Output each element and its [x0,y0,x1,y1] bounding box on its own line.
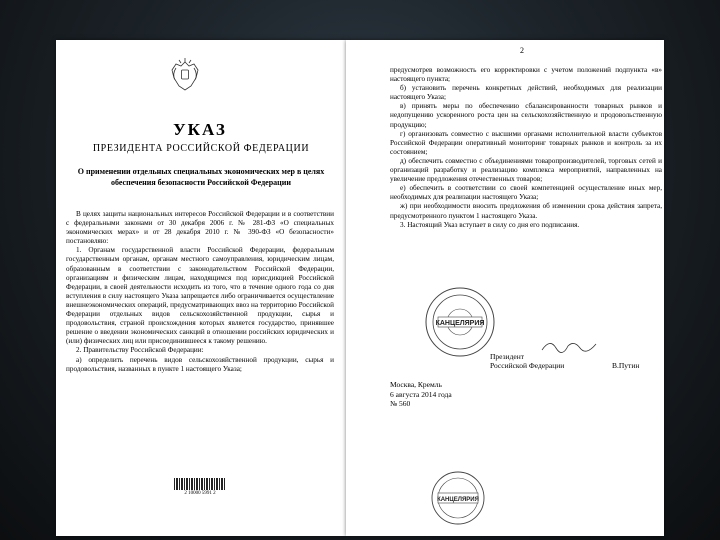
document-subtitle: ПРЕЗИДЕНТА РОССИЙСКОЙ ФЕДЕРАЦИИ [92,143,310,154]
signing-place: Москва, Кремль [390,380,442,389]
page1-paragraph: а) определить перечень видов сельскохозяйственной продукции, сырья и продовольствия, названных в пункте 1 настоящего Указа; [66,355,334,373]
stamp-label: КАНЦЕЛЯРИЯ [435,320,485,327]
decree-heading: О применении отдельных специальных экономических мер в целях обеспечения безопасности Российской Федерации [77,167,325,187]
office-stamp-icon [424,286,496,358]
page2-paragraph: в) принять меры по обеспечению сбалансированности товарных рынков и недопущению ускоренного роста цен на сельскохозяйственную и продовольственную продукцию; [390,102,662,129]
page1-body [66,210,334,466]
office-stamp-small-icon [430,470,486,526]
page2-paragraph: ж) при необходимости вносить предложения об изменении срока действия запрета, предусмотренного пунктом 1 настоящего Указа. [390,202,662,220]
document-title: УКАЗ [173,120,227,139]
barcode-icon [174,478,226,490]
page1-paragraph: 2. Правительству Российской Федерации: [76,346,204,355]
signature-title-line1: Президент [490,352,524,361]
signing-date: 6 августа 2014 года [390,389,452,399]
coat-of-arms-emblem-icon [166,56,204,94]
signature-title-line2: Российской Федерации [490,361,565,370]
signature-name: В.Путин [612,361,640,370]
page-number: 2 [520,46,524,55]
stamp-small-label: КАНЦЕЛЯРИЯ [437,497,479,503]
decree-number: № 560 [390,399,411,408]
page2-paragraph: г) организовать совместно с высшими органами исполнительной власти субъектов Российской Федерации оперативный мониторинг товарных рынков и контроль за их состоянием; [390,129,662,156]
page2-paragraph: д) обеспечить совместно с объединениями товаропроизводителей, торговых сетей и организаций разработку и реализацию комплекса мероприятий, направленных на увеличение предложения отечественных товаров; [390,156,662,184]
place-date-block [390,380,510,409]
page2-paragraph: предусмотрев возможность его корректировки с учетом положений подпункта «в» настоящего пункта; [390,66,662,84]
barcode-number: 2 10000 5991 2 [184,491,216,496]
page2-body [390,66,662,292]
page1-paragraph: В целях защиты национальных интересов Российской Федерации и в соответствии с федеральными законами от 30 декабря 2006 г. № 281-ФЗ «О специальных экономических мерах» и от 28 декабря 2010 г. № 390-ФЗ «О безопасности» постановляю: [66,210,334,246]
page2-paragraph: 3. Настоящий Указ вступает в силу со дня его подписания. [400,220,580,229]
page2-paragraph: б) установить перечень конкретных действий, необходимых для реализации настоящего Указа; [390,84,662,102]
page2-paragraph: е) обеспечить в соответствии со своей компетенцией осуществление иных мер, необходимых для реализации настоящего Указа; [390,184,662,202]
page1-paragraph: 1. Органам государственной власти Российской Федерации, федеральным государственным органам, органам местного самоуправления, юридическим лицам, образованным в соответствии с законодательством Российской Федерации, организациям и физическим лицам, находящимся под юрисдикцией Российской Федерации, в своей деятельности исходить из того, что в течение одного года со дня вступления в силу настоящего Указа запрещается либо ограничивается осуществление внешнеэкономических операций, предусматривающих ввоз на территорию Российской Федерации отдельных видов сельскохозяйственной продукции, сырья и продовольствия, страной происхождения которых является государство, принявшее решение о введении экономических санкций в отношении российских юридических и (или) физических лиц или присоединившееся к такому решению. [66,246,334,346]
